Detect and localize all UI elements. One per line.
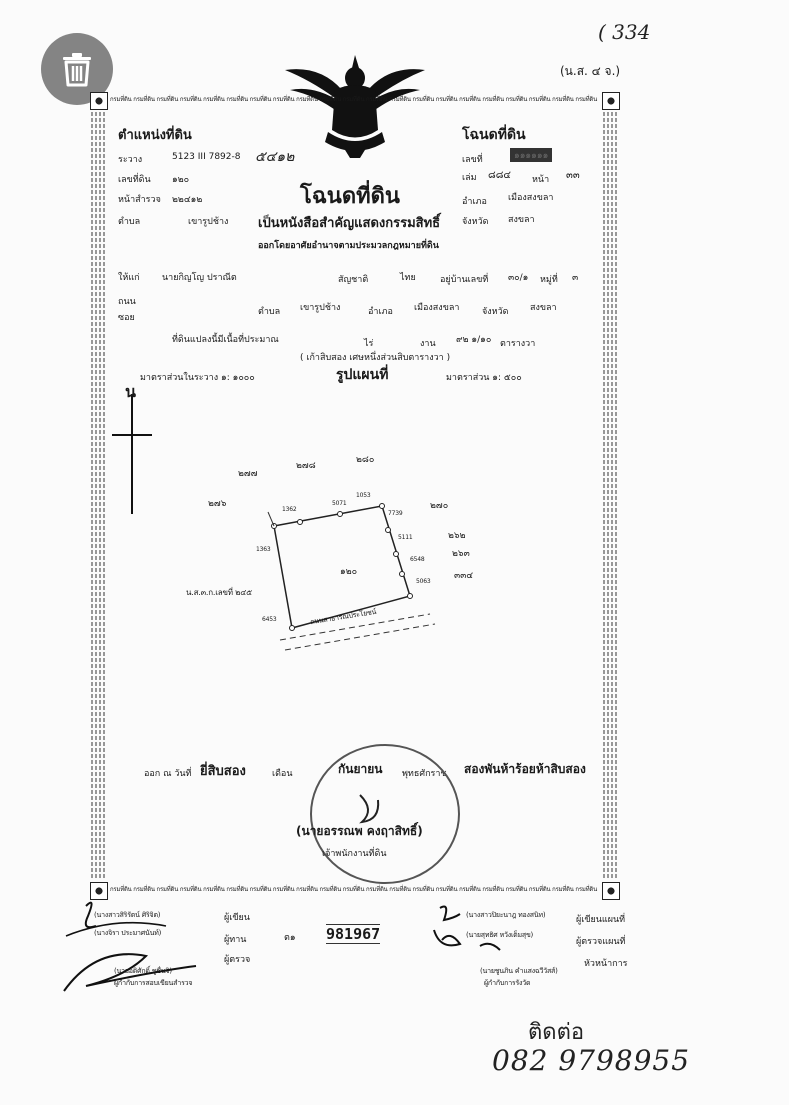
map-writer-label: ผู้เขียนแผนที่	[576, 915, 626, 925]
map-checker-name: (นายสุทธิศ หวังเต็มสุข)	[466, 931, 534, 939]
road-reference: น.ส.๓.ก.เลขที่ ๒๔๕	[186, 588, 252, 597]
boundary-marker	[394, 552, 399, 557]
point-label: 1362	[282, 506, 297, 513]
owner-province-value: สงขลา	[530, 303, 557, 313]
amphoe-label: อำเภอ	[462, 197, 487, 207]
house-value: ๓๐/๑	[508, 273, 529, 283]
page-value: ๓๓	[566, 170, 580, 181]
province-label: จังหวัด	[462, 217, 489, 227]
scale-left: มาตราส่วนในระวาง ๑: ๑๐๐๐	[140, 373, 255, 383]
border-corner	[602, 882, 620, 900]
head-name: (นายชูนภิน คำแสงฉวีวัสส์)	[480, 967, 558, 975]
parcel-value: ๑๒๐	[172, 175, 190, 185]
point-label: 5071	[332, 500, 347, 507]
map-writer-name: (นางสาวปิยะนาฎ ทองสนิท)	[466, 911, 546, 919]
survey-value: ๒๒๔๑๒	[172, 195, 203, 205]
point-label: 5111	[398, 534, 413, 541]
deed-no-label: เลขที่	[462, 155, 483, 165]
form-code: (น.ส. ๔ จ.)	[560, 64, 621, 78]
serial-prefix: ต๑	[284, 933, 296, 943]
owner-amphoe-label: อำเภอ	[368, 307, 393, 317]
issued-date-label: ออก ณ วันที่	[144, 769, 192, 779]
boundary-marker	[338, 512, 343, 517]
ngan-label: งาน	[420, 339, 436, 349]
wa-label: ตารางวา	[500, 339, 536, 349]
officer-name: (นายอรรณพ คงฤาสิทธิ์)	[296, 824, 423, 838]
deed-subtitle: เป็นหนังสือสำคัญแสดงกรรมสิทธิ์	[258, 216, 441, 231]
month-label: เดือน	[272, 769, 293, 779]
issued-day: ยี่สิบสอง	[200, 764, 246, 779]
parcel-map	[100, 378, 620, 668]
book-value: ๘๘๔	[488, 170, 511, 181]
province-value: สงขลา	[508, 215, 535, 225]
road-line	[285, 624, 435, 650]
border-bottom-text: กรมที่ดิน กรมที่ดิน กรมที่ดิน กรมที่ดิน กรมที่ดิน กรมที่ดิน กรมที่ดิน กรมที่ดิน กรมที่ดิน กรมที่ดิน กรมที่ดิน กรมที่ดิน กรมที่ดิน กรมที่ดิน กรมที่ดิน กรมที่ดิน กรมที่ดิน กรมที่ดิน กรมที่ดิน กรมที่ดิน กรมที่ดิน	[110, 886, 597, 893]
serial-number: 981967	[326, 925, 381, 943]
writer-label: ผู้เขียน	[224, 913, 250, 923]
owner-to-label: ให้แก่	[118, 273, 140, 283]
issued-month: กันยายน	[338, 762, 383, 776]
rai-label: ไร่	[364, 339, 374, 349]
ravang-value: 5123 III 7892-8	[172, 152, 241, 162]
trash-icon	[60, 51, 94, 87]
adjacent-276: ๒๗๖	[208, 499, 227, 509]
issued-under-text: ออกโดยอาศัยอำนาจตามประมวลกฎหมายที่ดิน	[258, 241, 439, 251]
area-label: ที่ดินแปลงนี้มีเนื้อที่ประมาณ	[172, 335, 279, 345]
boundary-marker	[290, 626, 295, 631]
scribe-name: (นางจิรา ประมาศนันท์)	[94, 929, 162, 937]
survey-label: หน้าสำรวจ	[118, 195, 161, 205]
boundary-marker	[400, 572, 405, 577]
adjacent-270: ๒๗๐	[430, 501, 449, 511]
point-label: 7739	[388, 510, 403, 517]
point-label: 1363	[256, 546, 271, 553]
point-label: 1053	[356, 492, 371, 499]
boundary-marker	[386, 528, 391, 533]
map-title: รูปแผนที่	[336, 367, 389, 383]
checker-name: (นายอดิศักดิ์ ชูชื่นจิ)	[114, 967, 172, 975]
road-label: ถนน	[118, 297, 136, 307]
handwritten-number: ( 334	[598, 20, 651, 44]
nationality-value: ไทย	[400, 273, 416, 283]
location-label: ตำแหน่งที่ดิน	[118, 128, 192, 143]
point-label: 6548	[410, 556, 425, 563]
north-label: น	[125, 382, 136, 401]
boundary-marker	[380, 504, 385, 509]
area-note: ( เก้าสิบสอง เศษหนึ่งส่วนสิบตารางวา )	[300, 353, 451, 363]
adjacent-263: ๒๖๓	[452, 549, 470, 559]
contact-label: ติดต่อ	[528, 1020, 585, 1045]
ravang-label: ระวาง	[118, 155, 143, 165]
moo-label: หมู่ที่	[540, 275, 558, 285]
adjacent-334: ๓๓๔	[454, 571, 474, 581]
owner-name: นายกิญโญ ปราณีต	[162, 273, 237, 283]
writer-name: (นางสาวสิริรัตน์ ศิริจิต)	[94, 911, 161, 919]
boundary-marker	[408, 594, 413, 599]
head-label: หัวหน้าการ	[584, 959, 628, 969]
adjacent-277: ๒๗๗	[238, 469, 258, 479]
amphoe-value: เมืองสงขลา	[508, 193, 554, 203]
tambon-label: ตำบล	[118, 217, 141, 227]
border-corner	[90, 92, 108, 110]
map-checker-label: ผู้ตรวจแผนที่	[576, 937, 626, 947]
officer-title: เจ้าพนักงานที่ดิน	[322, 849, 387, 859]
owner-tambon-label: ตำบล	[258, 307, 281, 317]
adjacent-262: ๒๖๒	[448, 531, 466, 541]
deed-no-value: ๑๑๑๑๑๑	[510, 148, 552, 162]
ravang-handwritten: ๕๔๑๒	[255, 149, 295, 165]
left-acting: ผู้กำกับการสอบเขียนสำรวจ	[114, 979, 193, 987]
point-label: 5063	[416, 578, 431, 585]
soi-label: ซอย	[118, 313, 135, 323]
house-label: อยู่บ้านเลขที่	[440, 275, 489, 285]
boundary-marker	[298, 520, 303, 525]
right-acting: ผู้กำกับการรังวัด	[484, 979, 531, 987]
road-label: ถนนสาธารณประโยชน์	[309, 607, 377, 627]
wa-value: ๙๒ ๑/๑๐	[456, 335, 492, 345]
contact-phone: 082 9798955	[492, 1044, 691, 1077]
owner-amphoe-value: เมืองสงขลา	[414, 303, 460, 313]
moo-value: ๓	[572, 273, 579, 283]
parcel-label: เลขที่ดิน	[118, 175, 151, 185]
tambon-value: เขารูปช้าง	[188, 217, 229, 227]
deed-title: โฉนดที่ดิน	[300, 184, 400, 209]
issued-year: สองพันห้าร้อยห้าสิบสอง	[464, 762, 586, 776]
border-corner	[602, 92, 620, 110]
scribe-label: ผู้ทาน	[224, 935, 247, 945]
owner-tambon-value: เขารูปช้าง	[300, 303, 341, 313]
owner-province-label: จังหวัด	[482, 307, 509, 317]
point-label: 6453	[262, 616, 277, 623]
checker-label: ผู้ตรวจ	[224, 955, 251, 965]
scale-right: มาตราส่วน ๑: ๕๐๐	[446, 373, 522, 383]
adjacent-278: ๒๗๘	[296, 461, 316, 471]
nationality-label: สัญชาติ	[338, 275, 369, 285]
book-label: เล่ม	[462, 173, 477, 183]
adjacent-280: ๒๘๐	[356, 455, 375, 465]
page-label: หน้า	[532, 175, 550, 185]
deed-label-right: โฉนดที่ดิน	[462, 127, 526, 143]
parcel-number: ๑๒๐	[340, 567, 358, 577]
border-top-text: กรมที่ดิน กรมที่ดิน กรมที่ดิน กรมที่ดิน กรมที่ดิน กรมที่ดิน กรมที่ดิน กรมที่ดิน กรมที่ดิน กรมที่ดิน กรมที่ดิน กรมที่ดิน กรมที่ดิน กรมที่ดิน กรมที่ดิน กรมที่ดิน กรมที่ดิน กรมที่ดิน กรมที่ดิน กรมที่ดิน กรมที่ดิน	[110, 96, 597, 103]
year-label: พุทธศักราช	[402, 769, 447, 779]
